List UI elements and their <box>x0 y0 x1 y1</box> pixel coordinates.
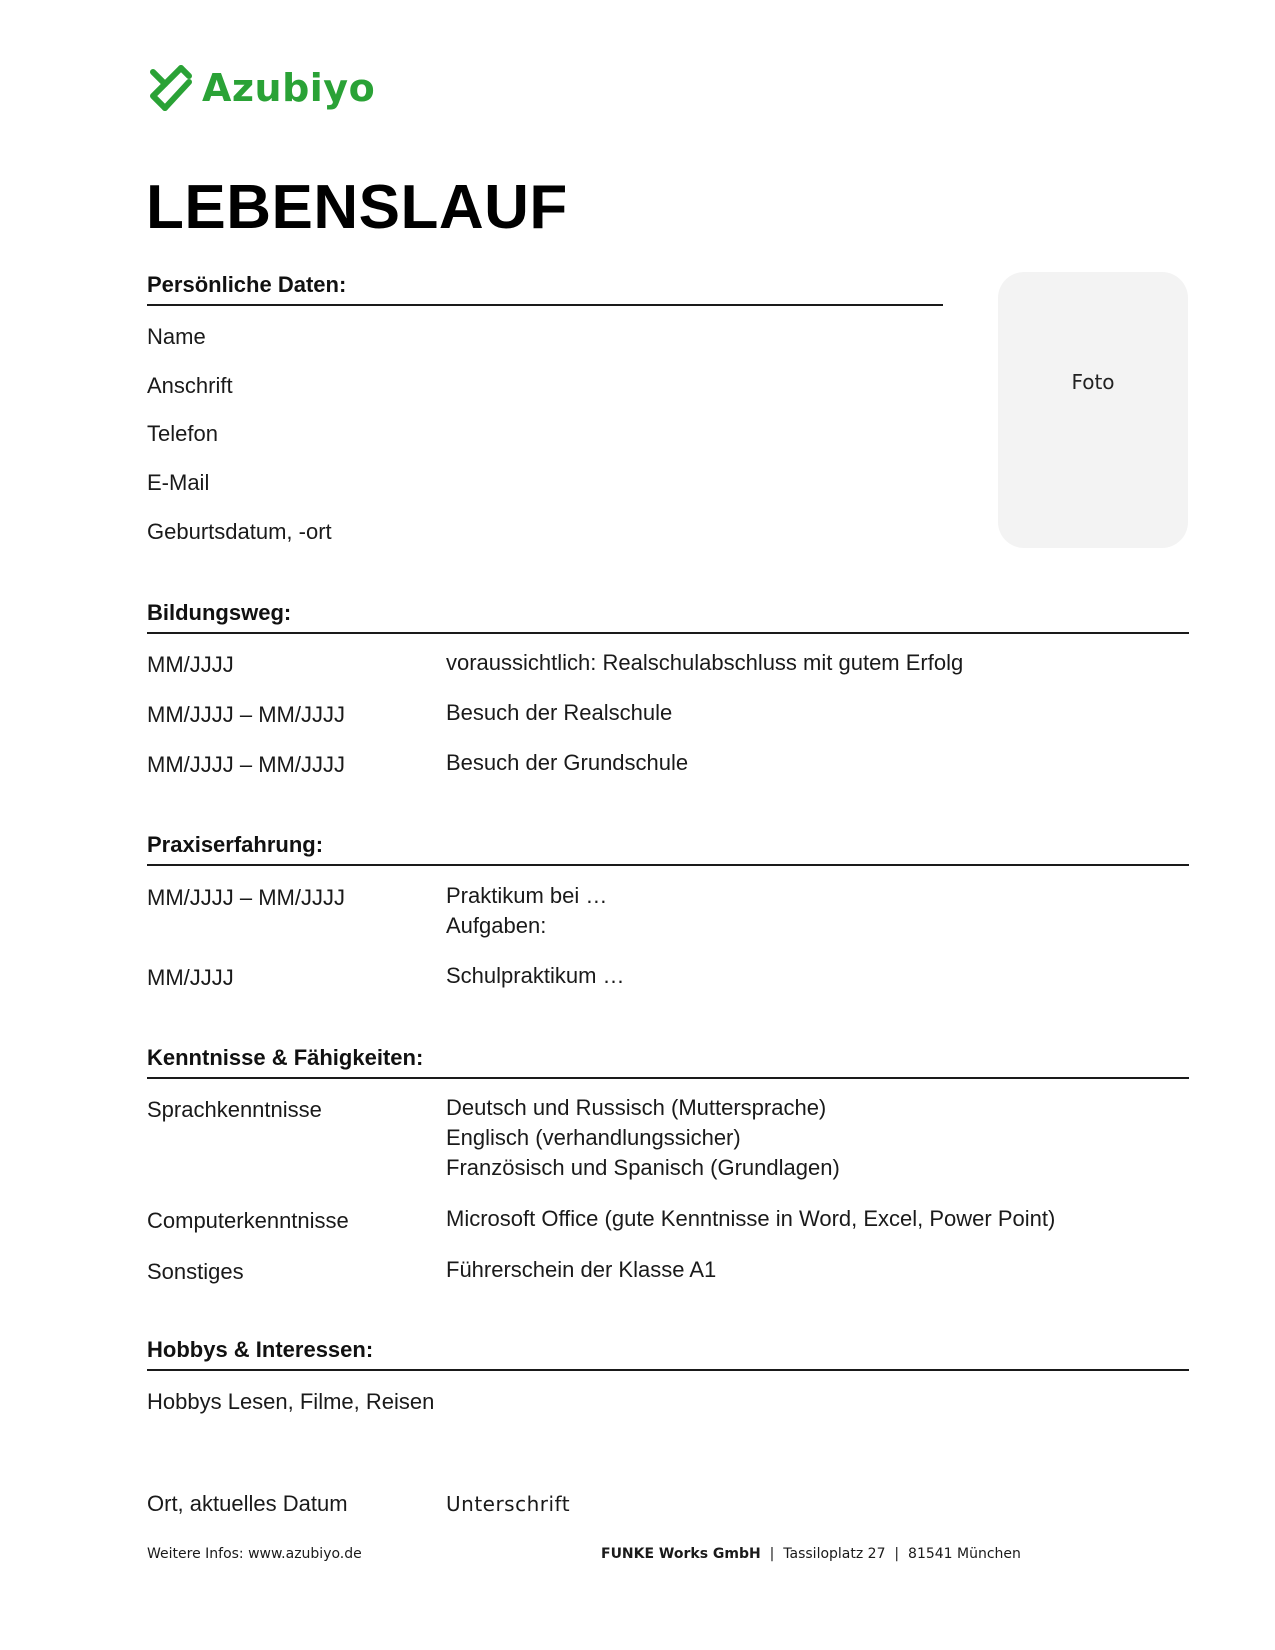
field-phone-label: Telefon <box>147 421 218 446</box>
education-entry: Besuch der Realschule <box>446 700 673 725</box>
skill-label: Computerkenntnisse <box>147 1208 349 1233</box>
skill-label: Sonstiges <box>147 1259 244 1284</box>
photo-label: Foto <box>1071 370 1115 394</box>
section-heading-hobbies: Hobbys & Interessen: <box>147 1337 374 1362</box>
education-date: MM/JJJJ – MM/JJJJ <box>147 702 345 727</box>
brand-logo <box>148 62 375 114</box>
footer-info: Weitere Infos: www.azubiyo.de <box>147 1546 362 1562</box>
footer-address <box>601 1546 1021 1562</box>
footer-company: FUNKE Works GmbH <box>601 1546 761 1562</box>
skill-value: Führerschein der Klasse A1 <box>446 1257 717 1282</box>
footer-street: Tassiloplatz 27 <box>783 1546 886 1562</box>
experience-date: MM/JJJJ <box>147 965 234 990</box>
skill-value: Deutsch und Russisch (Muttersprache) <box>446 1095 827 1120</box>
experience-entry: Praktikum bei … <box>446 883 608 908</box>
footer-separator: | <box>769 1546 775 1562</box>
brand-name: Azubiyo <box>202 66 376 110</box>
section-divider <box>147 304 943 306</box>
azubiyo-logo-icon <box>148 62 194 114</box>
field-name-label: Name <box>147 324 206 349</box>
place-date-label: Ort, aktuelles Datum <box>147 1491 348 1516</box>
field-birth-label: Geburtsdatum, -ort <box>147 519 332 544</box>
education-date: MM/JJJJ – MM/JJJJ <box>147 752 345 777</box>
photo-placeholder <box>998 272 1188 548</box>
section-divider <box>147 1369 1189 1371</box>
education-entry: voraussichtlich: Realschulabschluss mit gutem Erfolg <box>446 650 964 675</box>
skill-label: Sprachkenntnisse <box>147 1097 322 1122</box>
signature-label: Unterschrift <box>446 1492 571 1516</box>
field-email-label: E-Mail <box>147 470 210 495</box>
section-heading-education: Bildungsweg: <box>147 600 292 625</box>
section-divider <box>147 1077 1189 1079</box>
field-address-label: Anschrift <box>147 373 233 398</box>
section-divider <box>147 864 1189 866</box>
section-heading-personal: Persönliche Daten: <box>147 272 347 297</box>
page-title: LEBENSLAUF <box>146 173 568 242</box>
experience-tasks: Aufgaben: <box>446 913 547 938</box>
section-divider <box>147 632 1189 634</box>
experience-entry: Schulpraktikum … <box>446 963 625 988</box>
skill-value: Französisch und Spanisch (Grundlagen) <box>446 1155 840 1180</box>
education-entry: Besuch der Grundschule <box>446 750 689 775</box>
education-date: MM/JJJJ <box>147 652 234 677</box>
skill-value: Microsoft Office (gute Kenntnisse in Word, Excel, Power Point) <box>446 1206 1056 1231</box>
footer-separator: | <box>894 1546 900 1562</box>
experience-date: MM/JJJJ – MM/JJJJ <box>147 885 345 910</box>
skill-value: Englisch (verhandlungssicher) <box>446 1125 741 1150</box>
section-heading-skills: Kenntnisse & Fähigkeiten: <box>147 1045 424 1070</box>
hobbies-text: Hobbys Lesen, Filme, Reisen <box>147 1389 435 1414</box>
section-heading-experience: Praxiserfahrung: <box>147 832 324 857</box>
footer-city: 81541 München <box>908 1546 1021 1562</box>
